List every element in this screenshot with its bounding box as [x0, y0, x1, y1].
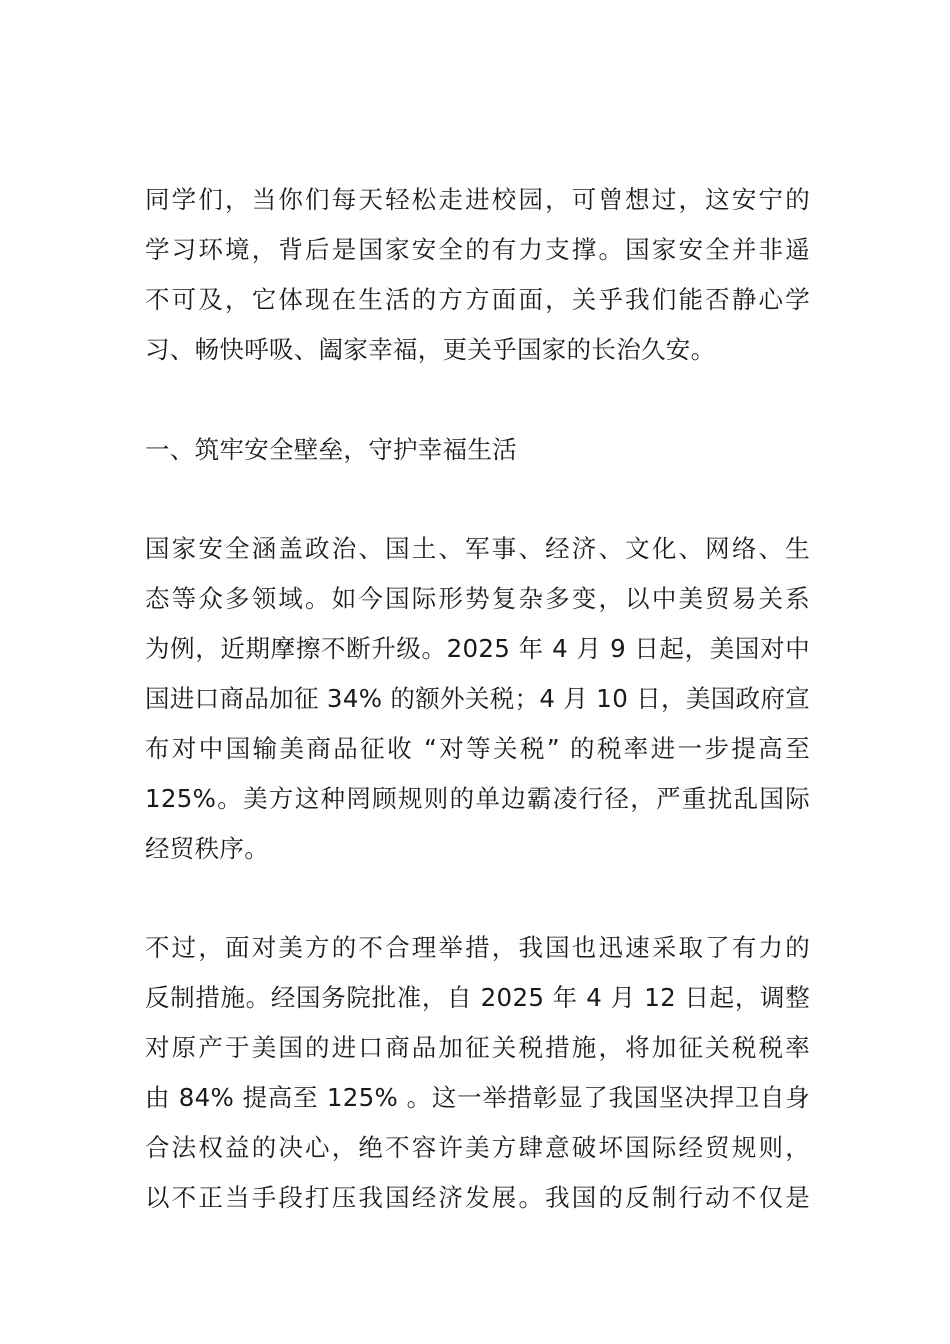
paragraph-line: 不可及，它体现在生活的方方面面，关乎我们能否静心学 — [145, 285, 810, 314]
paragraph-line: 为例，近期摩擦不断升级。2025 年 4 月 9 日起，美国对中 — [145, 634, 810, 663]
paragraph-line: 由 84% 提高至 125% 。这一举措彰显了我国坚决捍卫自身 — [145, 1083, 810, 1112]
section-heading: 一、筑牢安全壁垒，守护幸福生活 — [145, 435, 517, 464]
paragraph-line: 合法权益的决心，绝不容许美方肆意破坏国际经贸规则， — [145, 1133, 810, 1162]
paragraph-line: 布对中国输美商品征收 “对等关税” 的税率进一步提高至 — [145, 734, 810, 763]
paragraph-line: 经贸秩序。 — [145, 834, 269, 863]
paragraph-line: 对原产于美国的进口商品加征关税措施，将加征关税税率 — [145, 1033, 810, 1062]
paragraph-line: 不过，面对美方的不合理举措，我国也迅速采取了有力的 — [145, 933, 810, 962]
paragraph-line: 125%。美方这种罔顾规则的单边霸凌行径，严重扰乱国际 — [145, 784, 810, 813]
paragraph-line: 国家安全涵盖政治、国土、军事、经济、文化、网络、生 — [145, 534, 810, 563]
paragraph-line: 同学们，当你们每天轻松走进校园，可曾想过，这安宁的 — [145, 185, 810, 214]
paragraph-line: 以不正当手段打压我国经济发展。我国的反制行动不仅是 — [145, 1183, 810, 1212]
paragraph-line: 态等众多领域。如今国际形势复杂多变，以中美贸易关系 — [145, 584, 810, 613]
paragraph-line: 反制措施。经国务院批准，自 2025 年 4 月 12 日起，调整 — [145, 983, 810, 1012]
paragraph-line: 国进口商品加征 34% 的额外关税；4 月 10 日，美国政府宣 — [145, 684, 810, 713]
paragraph-line: 学习环境，背后是国家安全的有力支撑。国家安全并非遥 — [145, 235, 810, 264]
paragraph-line: 习、畅快呼吸、阖家幸福，更关乎国家的长治久安。 — [145, 335, 716, 364]
